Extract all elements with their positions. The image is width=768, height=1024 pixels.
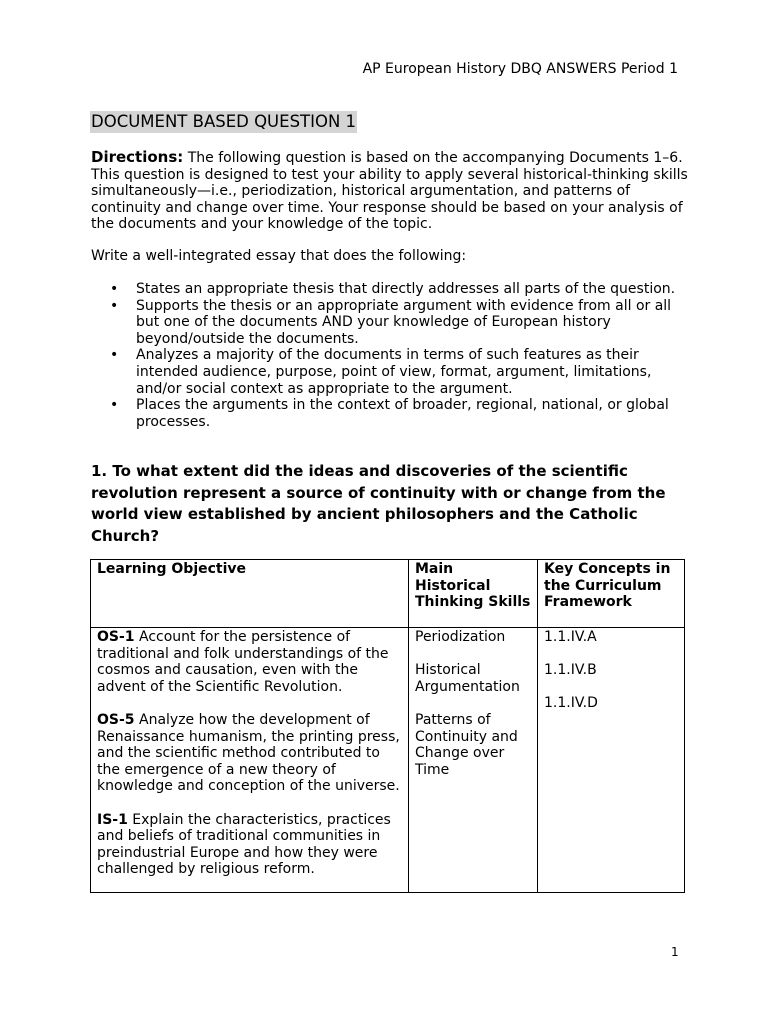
skill-item: Historical Argumentation bbox=[415, 662, 520, 695]
list-item: • Analyzes a majority of the documents in terms of such features as their intended audience, purpose, point of view, format, argument, limitations, and/or social context as appropriate to the argument. bbox=[110, 347, 652, 397]
objective-item: OS-5 Analyze how the development of Renaissance humanism, the printing press, and the scientific method contributed to the emergence of a new theory of knowledge and conception of the universe. bbox=[97, 711, 400, 795]
list-item: • Places the arguments in the context of broader, regional, national, or global processes. bbox=[110, 397, 669, 430]
objective-code: OS-5 bbox=[97, 711, 135, 728]
column-header: Key Concepts in the Curriculum Framework bbox=[538, 560, 685, 628]
objectives-cell bbox=[91, 628, 409, 893]
concept-item: 1.1.IV.B bbox=[544, 662, 597, 679]
directions-text: The following question is based on the accompanying Documents 1–6. This question is designed to test your ability to apply several historical-thinking skills simultaneously—i.e., periodization, historical argumentation, and patterns of continuity and change over time. Your response should be based on your analysis of the documents and your knowledge of the topic. bbox=[91, 150, 688, 233]
list-item: • Supports the thesis or an appropriate argument with evidence from all or all but one of the documents AND your knowledge of European history beyond/outside the documents. bbox=[110, 297, 672, 347]
bullet-icon: • bbox=[110, 281, 119, 297]
column-header: Learning Objective bbox=[91, 560, 409, 628]
objectives-table bbox=[90, 559, 685, 893]
essay-question: 1. To what extent did the ideas and discoveries of the scientific revolution represent a source of continuity with or change from the world view established by ancient philosophers and the Catholic Church? bbox=[91, 462, 666, 545]
bullet-icon: • bbox=[110, 347, 119, 364]
page-title: DOCUMENT BASED QUESTION 1 bbox=[91, 112, 357, 131]
objective-code: IS-1 bbox=[97, 811, 128, 828]
column-header: Main Historical Thinking Skills bbox=[409, 560, 538, 628]
bullet-icon: • bbox=[110, 397, 119, 414]
table-header-row bbox=[91, 560, 685, 628]
concept-item: 1.1.IV.A bbox=[544, 629, 597, 645]
skills-cell bbox=[409, 628, 538, 893]
concept-item: 1.1.IV.D bbox=[544, 695, 598, 712]
page-header: AP European History DBQ ANSWERS Period 1 bbox=[362, 61, 678, 77]
skill-item: Periodization bbox=[415, 629, 506, 645]
list-item: • States an appropriate thesis that directly addresses all parts of the question. bbox=[110, 281, 676, 297]
table-row bbox=[91, 628, 685, 893]
directions-paragraph bbox=[91, 149, 691, 233]
concepts-cell bbox=[538, 628, 685, 893]
skill-item: Patterns of Continuity and Change over Time bbox=[415, 711, 518, 778]
write-prompt: Write a well-integrated essay that does the following: bbox=[91, 248, 467, 264]
requirements-list bbox=[91, 281, 691, 430]
page-number: 1 bbox=[671, 945, 679, 959]
objective-item: IS-1 Explain the characteristics, practices and beliefs of traditional communities in preindustrial Europe and how they were challenged by religious reform. bbox=[97, 811, 391, 878]
bullet-icon: • bbox=[110, 297, 119, 314]
objective-code: OS-1 bbox=[97, 629, 135, 645]
objective-item: OS-1 Account for the persistence of traditional and folk understandings of the cosmos and causation, even with the advent of the Scientific Revolution. bbox=[97, 629, 389, 695]
directions-label: Directions: bbox=[91, 148, 184, 166]
